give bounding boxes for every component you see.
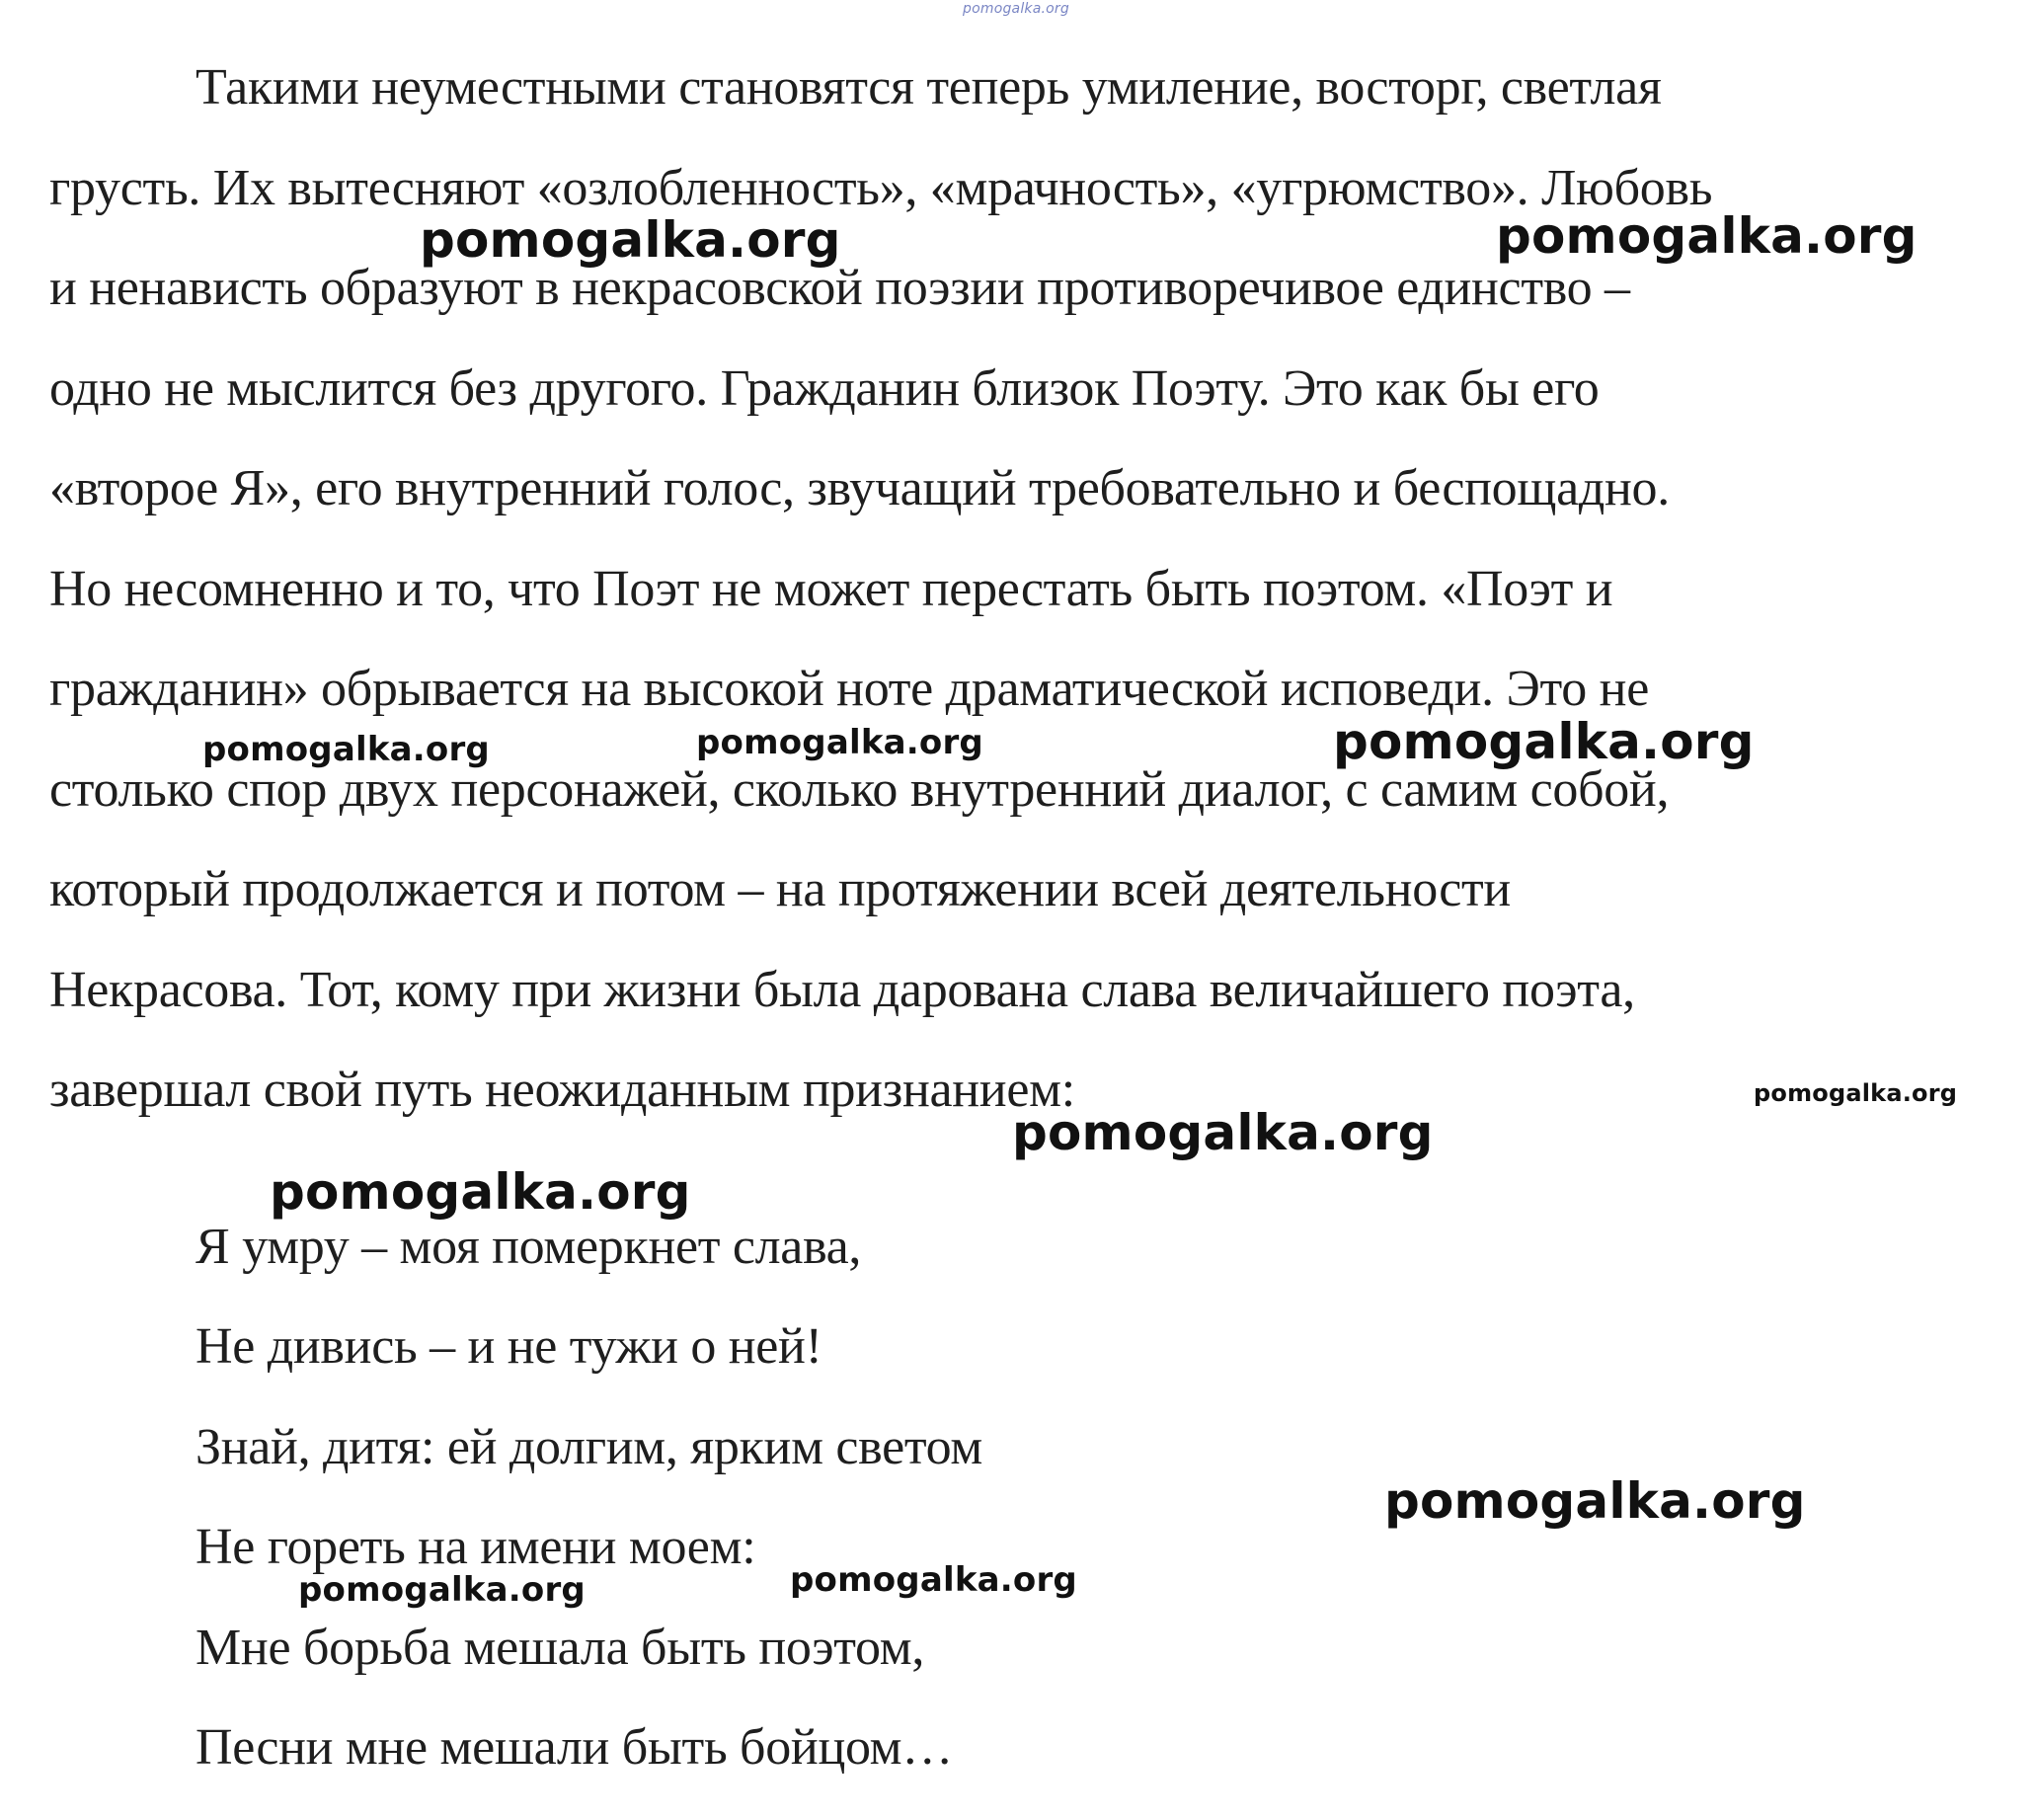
poem-line: Я умру – моя померкнет слава, — [196, 1219, 862, 1275]
header-watermark: pomogalka.org — [963, 1, 1069, 17]
paragraph-line: столько спор двух персонажей, сколько внутренний диалог, с самим собой, — [49, 761, 1670, 818]
watermark: pomogalka.org — [202, 730, 490, 769]
paragraph-line: грусть. Их вытесняют «озлобленность», «мрачность», «угрюмство». Любовь — [49, 160, 1713, 216]
poem-line: Песни мне мешали быть бойцом… — [196, 1719, 953, 1776]
paragraph-line: Но несомненно и то, что Поэт не может перестать быть поэтом. «Поэт и — [49, 561, 1613, 617]
watermark: pomogalka.org — [298, 1570, 586, 1610]
paragraph-line: завершал свой путь неожиданным признанием: — [49, 1062, 1075, 1118]
watermark: pomogalka.org — [1012, 1104, 1434, 1161]
watermark: pomogalka.org — [790, 1560, 1077, 1600]
poem-line: Не гореть на имени моем: — [196, 1519, 756, 1575]
paragraph-line: гражданин» обрывается на высокой ноте драматической исповеди. Это не — [49, 661, 1649, 717]
paragraph-line: Некрасова. Тот, кому при жизни была дарована слава величайшего поэта, — [49, 962, 1635, 1018]
poem-line: Мне борьба мешала быть поэтом, — [196, 1620, 925, 1676]
watermark: pomogalka.org — [270, 1163, 691, 1221]
watermark: pomogalka.org — [1333, 713, 1755, 770]
watermark: pomogalka.org — [420, 211, 841, 269]
poem-line: Не дивись – и не тужи о ней! — [196, 1318, 822, 1375]
paragraph-line: и ненависть образуют в некрасовской поэзии противоречивое единство – — [49, 260, 1630, 316]
paragraph-line: который продолжается и потом – на протяжении всей деятельности — [49, 861, 1511, 917]
watermark: pomogalka.org — [696, 723, 983, 762]
watermark: pomogalka.org — [1496, 207, 1918, 265]
paragraph-line: Такими неуместными становятся теперь умиление, восторг, светлая — [196, 59, 1662, 116]
poem-line: Знай, дитя: ей долгим, ярким светом — [196, 1419, 982, 1475]
watermark: pomogalka.org — [1754, 1079, 1958, 1107]
paragraph-line: «второе Я», его внутренний голос, звучащий требовательно и беспощадно. — [49, 460, 1670, 516]
paragraph-line: одно не мыслится без другого. Гражданин близок Поэту. Это как бы его — [49, 360, 1600, 417]
watermark: pomogalka.org — [1384, 1472, 1806, 1530]
